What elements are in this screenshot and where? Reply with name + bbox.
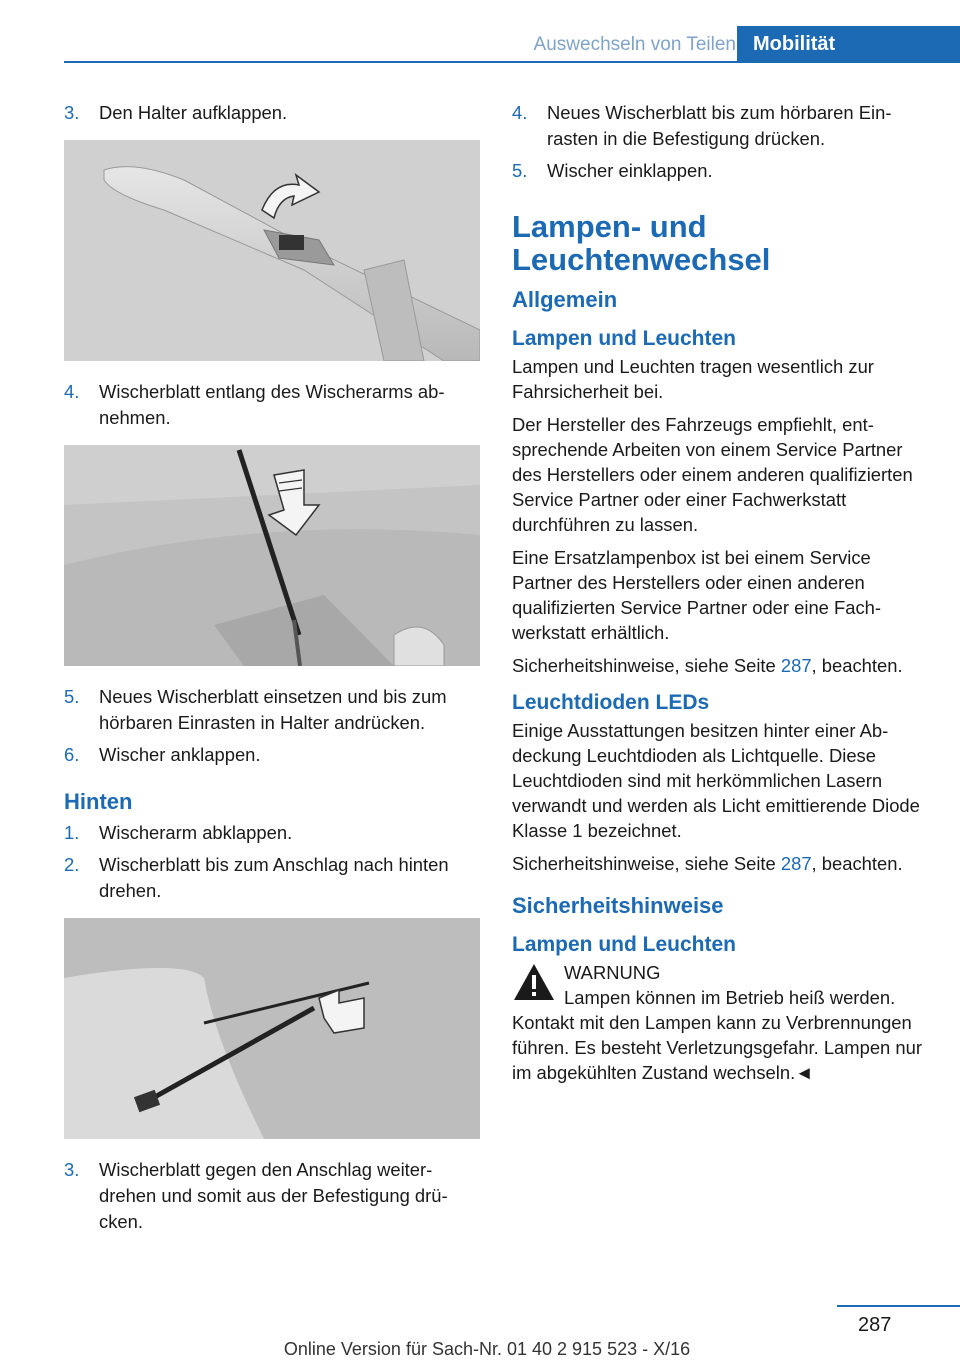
steps-list [64, 684, 482, 768]
steps-list [64, 100, 482, 126]
step-item [512, 100, 932, 152]
step-item [64, 742, 482, 768]
warning-triangle-icon [512, 960, 556, 1004]
text: Sicherheitshinweise, siehe Seite [512, 853, 781, 874]
footer-version: Online Version für Sach-Nr. 01 40 2 915 523 - X/16 [283, 1339, 691, 1359]
step-number: 6. [64, 744, 80, 765]
step-item [64, 684, 482, 736]
step-text: Wischerblatt gegen den Anschlag weiterdrehen und somit aus der Befestigung drücken. [99, 1159, 448, 1232]
step-number: 4. [512, 102, 528, 123]
text: , beachten. [811, 853, 903, 874]
figure-rear-wiper [64, 918, 480, 1139]
step-number: 3. [64, 1159, 80, 1180]
left-column [64, 100, 482, 1241]
figure-wiper-holder [64, 140, 480, 361]
warning-text: Kontakt mit den Lampen kann zu Verbrennungen führen. Es besteht Verletzungsgefahr. Lampen nur im abgekühlten Zustand wechseln.◄ [512, 1012, 922, 1083]
steps-list [64, 820, 482, 904]
step-number: 1. [64, 822, 80, 843]
step-item [64, 852, 482, 904]
paragraph-safety-ref [512, 653, 932, 678]
step-item [64, 820, 482, 846]
step-text: Neues Wischerblatt einsetzen und bis zum hörbaren Einrasten in Halter andrücken. [99, 686, 447, 733]
paragraph: Lampen und Leuchten tragen wesentlich zur Fahrsicherheit bei. [512, 356, 874, 402]
subheading-lampen: Lampen und Leuchten [512, 327, 737, 350]
step-text: Wischerblatt bis zum Anschlag nach hinten drehen. [99, 854, 449, 901]
warning-first-line: Lampen können im Betrieb heiß werden. [564, 987, 896, 1008]
warning-label: WARNUNG [564, 962, 661, 983]
page-number: 287 [858, 1314, 892, 1336]
step-item [512, 158, 932, 184]
wiper-holder-illustration [64, 140, 480, 361]
page-link[interactable]: 287 [780, 655, 812, 676]
heading-sicherheitshinweise: Sicherheitshinweise [512, 893, 724, 918]
figure-windshield-wiper [64, 445, 480, 666]
subheading-leds: Leuchtdioden LEDs [512, 691, 710, 714]
text: , beachten. [811, 655, 903, 676]
subheading-lampen-safety: Lampen und Leuchten [512, 933, 737, 956]
header-section-title: Auswechseln von Teilen [533, 34, 736, 55]
heading-hinten: Hinten [64, 789, 133, 814]
step-text: Wischerblatt entlang des Wischerarms abnehmen. [99, 381, 445, 428]
rear-wiper-illustration [64, 918, 480, 1139]
step-number: 4. [64, 381, 80, 402]
text: Sicherheitshinweise, siehe Seite [512, 655, 781, 676]
step-number: 2. [64, 854, 80, 875]
step-text: Wischer anklappen. [99, 744, 261, 765]
page-link[interactable]: 287 [780, 853, 812, 874]
chapter-title: Lampen- und Leuchtenwechsel [512, 209, 771, 277]
step-text: Wischerarm abklappen. [99, 822, 293, 843]
steps-list [64, 1157, 482, 1235]
heading-allgemein: Allgemein [512, 287, 618, 312]
step-number: 5. [64, 686, 80, 707]
paragraph: Einige Ausstattungen besitzen hinter einer Abdeckung Leuchtdioden als Lichtquelle. Diese Leuchtdioden sind mit herkömmlichen Lasern verwandt und werden als Licht emittierende Diode Klasse 1 bezeichnet. [512, 720, 920, 841]
steps-list [512, 100, 932, 184]
step-item [64, 100, 482, 126]
step-number: 5. [512, 160, 528, 181]
header-chapter-tab[interactable]: Mobilität [737, 26, 960, 62]
windshield-wiper-illustration [64, 445, 480, 666]
paragraph-safety-ref [512, 851, 932, 876]
step-text: Wischer einklappen. [547, 160, 713, 181]
paragraph: Der Hersteller des Fahrzeugs empfiehlt, entsprechende Arbeiten von einem Service Partner des Herstellers oder einem anderen qualifizierten Service Partner oder einer Fachwerkstatt durchführen zu lassen. [512, 414, 913, 535]
step-number: 3. [64, 102, 80, 123]
warning-block [512, 960, 932, 1010]
header-rule [64, 61, 960, 63]
step-text: Den Halter aufklappen. [99, 102, 288, 123]
right-column [512, 100, 932, 1093]
page-number-rule [837, 1305, 960, 1307]
paragraph: Eine Ersatzlampenbox ist bei einem Service Partner des Herstellers oder einen anderen qualifizierten Service Partner oder eine Fachwerkstatt erhältlich. [512, 547, 882, 643]
step-text: Neues Wischerblatt bis zum hörbaren Einrasten in die Befestigung drücken. [547, 102, 892, 149]
step-item [64, 1157, 482, 1235]
steps-list [64, 379, 482, 431]
step-item [64, 379, 482, 431]
